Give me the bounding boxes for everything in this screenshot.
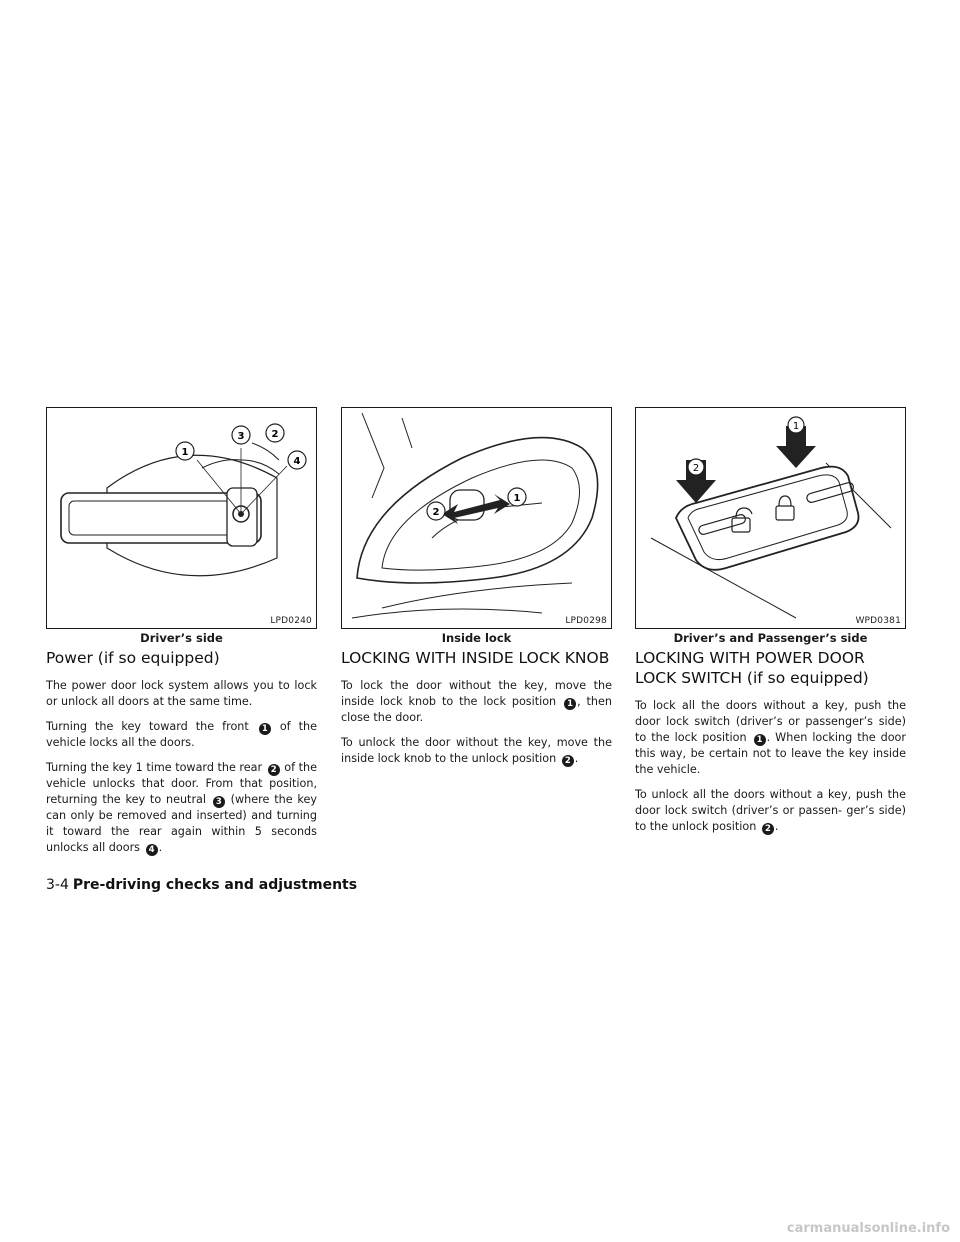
figure-door-handle-key (46, 407, 317, 629)
power-lock-switch-illustration (636, 408, 905, 628)
callout-3-icon (232, 426, 250, 444)
callout-4-icon (288, 451, 306, 469)
callout-number-icon: 2 (762, 823, 774, 835)
figure-code: WPD0381 (855, 616, 901, 626)
figure-caption: Inside lock (441, 631, 512, 645)
callout-number-icon: 2 (268, 764, 280, 776)
paragraph-1: To lock all the doors without a key, push the door lock switch (driver’s or passenger’s side) to the lock position 1 . When locking the door this way, be certain not to leave the key inside the vehicle. (635, 699, 907, 776)
page-footer (46, 877, 357, 893)
callout-2-icon (427, 502, 445, 520)
column-power-door-lock (635, 407, 906, 844)
paragraph-3: Turning the key 1 time toward the rear 2 of the vehicle unlocks that door. From that position, returning the key to neutral 3 (where the key can only be removed and inserted) and turning it toward the rear again within 5 seconds unlocks all doors 4 . (46, 761, 317, 855)
callout-number-icon: 1 (259, 723, 271, 735)
paragraph-1: To lock the door without the key, move the inside lock knob to the lock position 1 , then close the door. (341, 679, 612, 724)
svg-text:2: 2 (692, 463, 700, 474)
column-driver-side (46, 407, 317, 865)
callout-number-icon: 4 (146, 844, 158, 856)
callout-1-icon (508, 488, 526, 506)
callout-1-icon (176, 442, 194, 460)
callout-number-icon: 1 (754, 734, 766, 746)
section-heading: LOCKING WITH POWER DOOR LOCK SWITCH (if so equipped) (635, 649, 869, 687)
callout-number-icon: 1 (564, 698, 576, 710)
paragraph-2: Turning the key toward the front 1 of the vehicle locks all the doors. (46, 720, 317, 749)
figure-power-lock-switch (635, 407, 906, 629)
column-inside-lock (341, 407, 612, 776)
section-title: Pre-driving checks and adjustments (72, 877, 358, 893)
callout-1-icon (788, 417, 804, 433)
svg-text:2: 2 (271, 429, 279, 440)
section-heading: LOCKING WITH INSIDE LOCK KNOB (341, 649, 610, 667)
callout-number-icon: 2 (562, 755, 574, 767)
paragraph-1: The power door lock system allows you to lock or unlock all doors at the same time. (46, 679, 317, 708)
callout-2-icon (688, 459, 704, 475)
svg-text:2: 2 (432, 507, 440, 518)
figure-caption: Driver’s and Passenger’s side (673, 631, 868, 645)
figure-inside-lock-knob (341, 407, 612, 629)
callout-2-icon (266, 424, 284, 442)
callout-number-icon: 3 (213, 796, 225, 808)
svg-text:3: 3 (237, 431, 245, 442)
figure-code: LPD0240 (270, 616, 312, 626)
paragraph-2: To unlock the door without the key, move the inside lock knob to the unlock position 2 . (341, 736, 612, 766)
svg-text:1: 1 (513, 493, 521, 504)
figure-caption: Driver’s side (140, 631, 223, 645)
svg-text:1: 1 (181, 447, 189, 458)
inside-lock-illustration (342, 408, 611, 628)
figure-code: LPD0298 (565, 616, 607, 626)
watermark: carmanualsonline.info (786, 1221, 950, 1236)
svg-text:4: 4 (293, 456, 301, 467)
page-number: 3-4 (46, 877, 69, 893)
paragraph-2: To unlock all the doors without a key, push the door lock switch (driver’s or passen- ger’s side) to the unlock position 2 . (635, 788, 906, 834)
svg-text:1: 1 (792, 421, 800, 432)
section-heading: Power (if so equipped) (46, 649, 220, 667)
door-handle-key-illustration (47, 408, 316, 628)
